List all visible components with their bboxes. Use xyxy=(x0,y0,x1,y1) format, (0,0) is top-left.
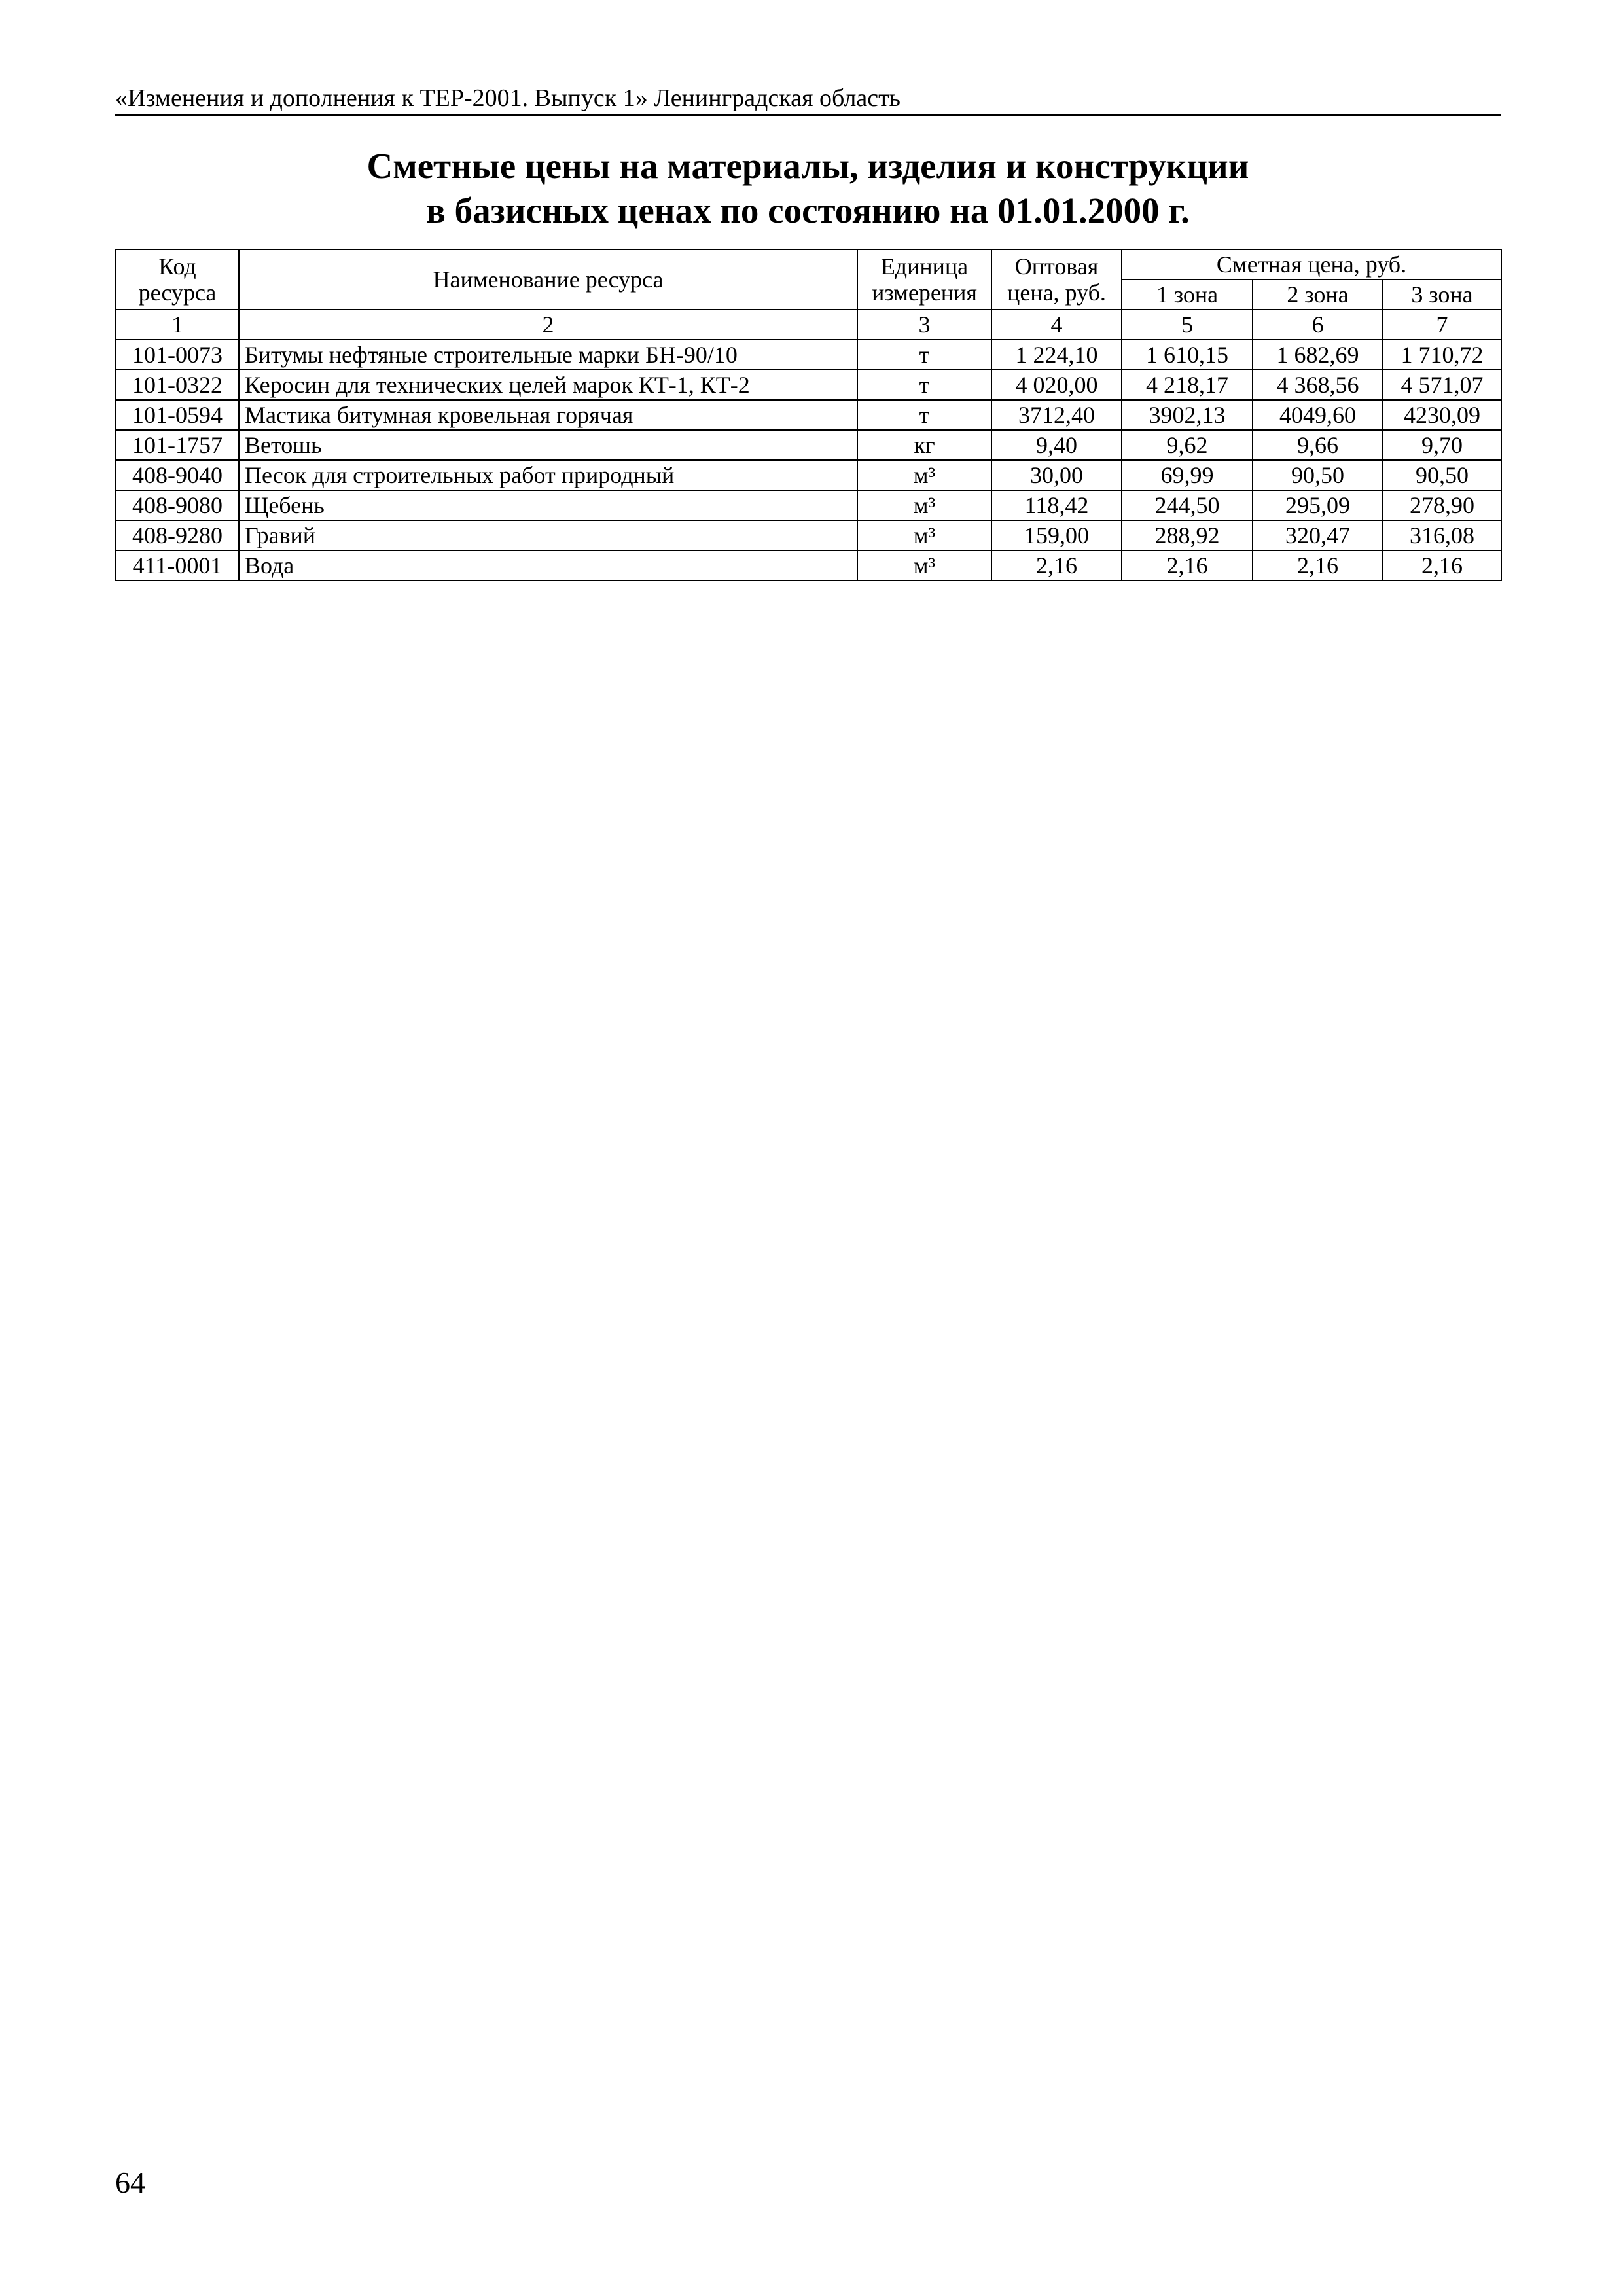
cell-zone-1: 2,16 xyxy=(1122,550,1253,581)
cell-zone-1: 4 218,17 xyxy=(1122,370,1253,400)
cell-unit: м³ xyxy=(857,490,991,520)
cell-wholesale: 9,40 xyxy=(991,430,1122,460)
cell-wholesale: 1 224,10 xyxy=(991,340,1122,370)
cell-zone-3: 90,50 xyxy=(1383,460,1501,490)
title-line-1: Сметные цены на материалы, изделия и конструкции xyxy=(366,146,1249,186)
header-wholesale: Оптовая цена, руб. xyxy=(991,249,1122,310)
cell-zone-2: 1 682,69 xyxy=(1253,340,1383,370)
cell-wholesale: 159,00 xyxy=(991,520,1122,550)
column-number: 1 xyxy=(116,310,239,340)
table-row xyxy=(116,400,1501,430)
cell-zone-1: 69,99 xyxy=(1122,460,1253,490)
cell-code: 408-9280 xyxy=(116,520,239,550)
cell-zone-1: 288,92 xyxy=(1122,520,1253,550)
header-zone-3: 3 зона xyxy=(1383,279,1501,310)
cell-zone-3: 1 710,72 xyxy=(1383,340,1501,370)
header-code: Код ресурса xyxy=(116,249,239,310)
cell-code: 101-1757 xyxy=(116,430,239,460)
header-row-1 xyxy=(116,249,1501,279)
cell-unit: м³ xyxy=(857,550,991,581)
cell-zone-2: 9,66 xyxy=(1253,430,1383,460)
cell-zone-3: 4 571,07 xyxy=(1383,370,1501,400)
cell-name: Ветошь xyxy=(239,430,857,460)
cell-zone-3: 316,08 xyxy=(1383,520,1501,550)
cell-zone-1: 9,62 xyxy=(1122,430,1253,460)
running-header: «Изменения и дополнения к ТЕР-2001. Выпуск 1» Ленинградская область xyxy=(115,84,1501,116)
title-line-2: в базисных ценах по состоянию на 01.01.2000 г. xyxy=(426,190,1190,230)
cell-zone-1: 1 610,15 xyxy=(1122,340,1253,370)
cell-wholesale: 2,16 xyxy=(991,550,1122,581)
cell-zone-3: 4230,09 xyxy=(1383,400,1501,430)
column-number: 2 xyxy=(239,310,857,340)
cell-zone-2: 90,50 xyxy=(1253,460,1383,490)
table-row xyxy=(116,370,1501,400)
cell-code: 101-0322 xyxy=(116,370,239,400)
header-name: Наименование ресурса xyxy=(239,249,857,310)
cell-code: 411-0001 xyxy=(116,550,239,581)
cell-code: 408-9040 xyxy=(116,460,239,490)
column-number: 6 xyxy=(1253,310,1383,340)
table-row xyxy=(116,550,1501,581)
cell-wholesale: 4 020,00 xyxy=(991,370,1122,400)
cell-zone-2: 2,16 xyxy=(1253,550,1383,581)
table-row xyxy=(116,460,1501,490)
column-number: 7 xyxy=(1383,310,1501,340)
cell-name: Керосин для технических целей марок КТ-1, КТ-2 xyxy=(239,370,857,400)
table-row xyxy=(116,340,1501,370)
cell-unit: кг xyxy=(857,430,991,460)
cell-zone-2: 4049,60 xyxy=(1253,400,1383,430)
header-unit: Единица измерения xyxy=(857,249,991,310)
table-row xyxy=(116,490,1501,520)
cell-zone-2: 4 368,56 xyxy=(1253,370,1383,400)
table-row xyxy=(116,520,1501,550)
cell-unit: м³ xyxy=(857,460,991,490)
cell-name: Вода xyxy=(239,550,857,581)
cell-code: 408-9080 xyxy=(116,490,239,520)
cell-code: 101-0073 xyxy=(116,340,239,370)
header-zone-2: 2 зона xyxy=(1253,279,1383,310)
cell-code: 101-0594 xyxy=(116,400,239,430)
cell-name: Мастика битумная кровельная горячая xyxy=(239,400,857,430)
page-title xyxy=(115,144,1501,233)
table-row xyxy=(116,430,1501,460)
cell-unit: м³ xyxy=(857,520,991,550)
cell-zone-3: 2,16 xyxy=(1383,550,1501,581)
price-table xyxy=(115,249,1502,581)
cell-unit: т xyxy=(857,340,991,370)
cell-wholesale: 118,42 xyxy=(991,490,1122,520)
cell-name: Песок для строительных работ природный xyxy=(239,460,857,490)
header-zone-1: 1 зона xyxy=(1122,279,1253,310)
cell-name: Щебень xyxy=(239,490,857,520)
page-number: 64 xyxy=(115,2166,145,2199)
cell-zone-1: 3902,13 xyxy=(1122,400,1253,430)
header-estimate-group: Сметная цена, руб. xyxy=(1122,249,1501,279)
cell-zone-1: 244,50 xyxy=(1122,490,1253,520)
cell-name: Гравий xyxy=(239,520,857,550)
table-body xyxy=(116,340,1501,581)
cell-zone-2: 295,09 xyxy=(1253,490,1383,520)
cell-unit: т xyxy=(857,370,991,400)
cell-zone-2: 320,47 xyxy=(1253,520,1383,550)
column-number-row xyxy=(116,310,1501,340)
cell-zone-3: 278,90 xyxy=(1383,490,1501,520)
cell-unit: т xyxy=(857,400,991,430)
cell-name: Битумы нефтяные строительные марки БН-90/10 xyxy=(239,340,857,370)
column-number: 5 xyxy=(1122,310,1253,340)
column-number: 3 xyxy=(857,310,991,340)
cell-wholesale: 3712,40 xyxy=(991,400,1122,430)
cell-wholesale: 30,00 xyxy=(991,460,1122,490)
cell-zone-3: 9,70 xyxy=(1383,430,1501,460)
column-number: 4 xyxy=(991,310,1122,340)
